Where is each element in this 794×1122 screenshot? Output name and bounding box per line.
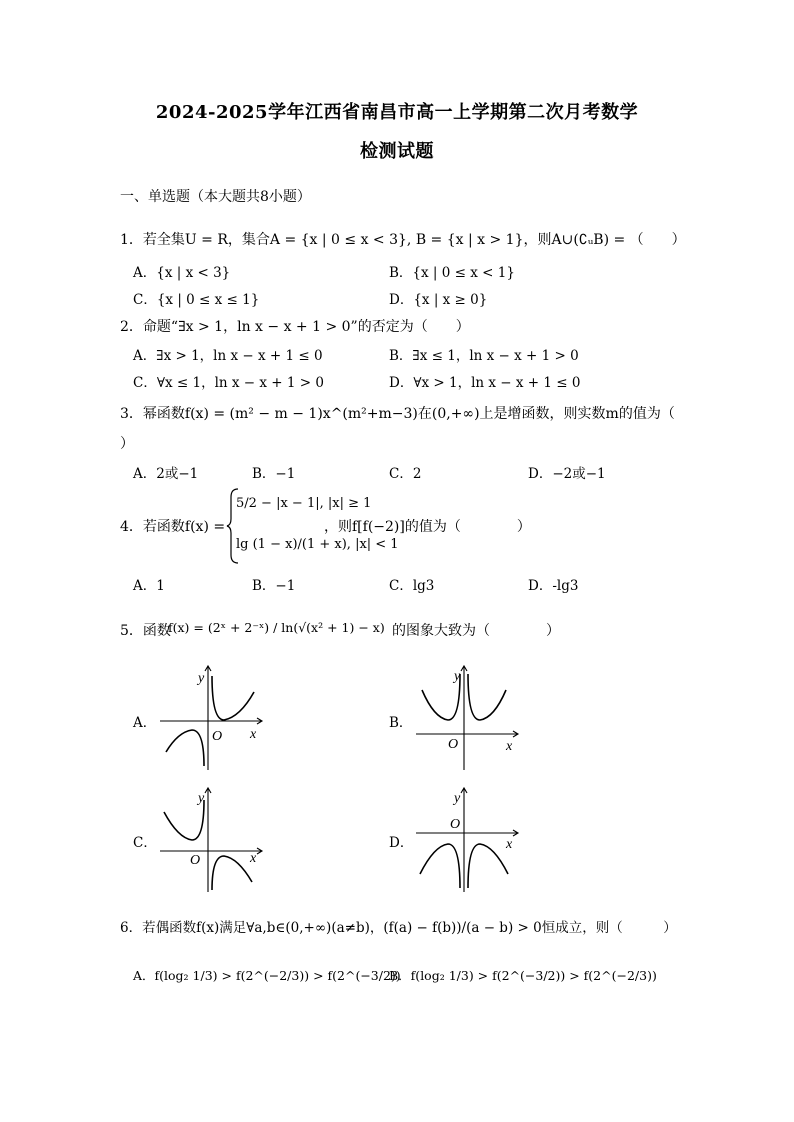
question-2-option-b: B．∃x ≤ 1，ln x − x + 1 > 0: [389, 348, 579, 364]
graph-c-origin: O: [190, 853, 201, 868]
question-2-option-a: A．∃x > 1，ln x − x + 1 ≤ 0: [133, 348, 323, 364]
question-4-option-d: D．-lg3: [528, 578, 579, 594]
question-4-option-c: C．lg3: [389, 578, 435, 594]
question-1-option-b: B．{x | 0 ≤ x < 1}: [389, 265, 515, 281]
graph-b-y-label: y: [454, 669, 461, 684]
graph-a-origin: O: [212, 729, 223, 744]
title-line-2: 检测试题: [360, 141, 434, 162]
question-2-option-c: C．∀x ≤ 1，ln x − x + 1 > 0: [133, 375, 324, 391]
question-1-option-c: C．{x | 0 ≤ x ≤ 1}: [133, 292, 260, 308]
question-4-case-2: lg (1 − x)/(1 + x), |x| < 1: [236, 537, 399, 552]
question-1-option-a: A．{x | x < 3}: [133, 265, 231, 281]
question-5-suffix: 的图象大致为（ ）: [392, 623, 560, 639]
question-4-option-b: B．−1: [252, 578, 296, 594]
graph-c-y-label: y: [198, 791, 205, 806]
question-6-option-a: A．f(log₂ 1/3) > f(2^(−2/3)) > f(2^(−3/2)): [133, 968, 401, 983]
graph-d: [414, 782, 524, 894]
question-5-option-c-label: C．: [133, 835, 157, 851]
graph-d-y-label: y: [454, 791, 461, 806]
graph-c: [158, 782, 268, 894]
graph-c-x-label: x: [250, 851, 257, 866]
question-5-formula: f(x) = (2ˣ + 2⁻ˣ) / ln(√(x² + 1) − x): [168, 620, 385, 635]
question-6-stem: 6．若偶函数f(x)满足∀a,b∈(0,+∞)(a≠b)，(f(a) − f(b))/(a − b) > 0恒成立，则（ ）: [120, 920, 677, 936]
question-3-option-b: B．−1: [252, 466, 296, 482]
question-5-prefix: 5．函数: [120, 623, 171, 639]
question-3-stem: 3．幂函数f(x) = (m² − m − 1)x^(m²+m−3)在(0,+∞)上是增函数，则实数m的值为（: [120, 406, 675, 422]
graph-b-origin: O: [448, 737, 459, 752]
question-1-option-d: D．{x | x ≥ 0}: [389, 292, 488, 308]
question-2-stem: 2．命题“∃x > 1，ln x − x + 1 > 0”的否定为（ ）: [120, 319, 470, 335]
question-1-stem: 1．若全集U = R，集合A = {x | 0 ≤ x < 3}, B = {x | x > 1}，则A∪(∁ᵤB) = （ ）: [120, 232, 686, 248]
question-3-option-a: A．2或−1: [133, 466, 199, 482]
graph-d-x-label: x: [506, 837, 513, 852]
question-4-case-1: 5/2 − |x − 1|, |x| ≥ 1: [236, 496, 372, 511]
graph-d-origin: O: [450, 817, 461, 832]
question-4-prefix: 4．若函数f(x) =: [120, 519, 226, 535]
graph-b: [414, 660, 524, 772]
graph-b-x-label: x: [506, 739, 513, 754]
question-3-stem-end: ）: [120, 436, 134, 452]
question-3-option-d: D．−2或−1: [528, 466, 606, 482]
question-6-option-b: B．f(log₂ 1/3) > f(2^(−3/2)) > f(2^(−2/3)): [389, 968, 657, 983]
graph-a-y-label: y: [198, 671, 205, 686]
title-line-1: 2024-2025学年江西省南昌市高一上学期第二次月考数学: [155, 102, 639, 123]
question-4-suffix: ，则f[f(−2)]的值为（ ）: [324, 519, 531, 535]
question-3-option-c: C．2: [389, 466, 422, 482]
graph-a-x-label: x: [250, 727, 257, 742]
question-2-option-d: D．∀x > 1，ln x − x + 1 ≤ 0: [389, 375, 581, 391]
graph-a: [158, 660, 268, 772]
question-5-option-a-label: A．: [133, 715, 157, 731]
question-4-option-a: A．1: [133, 578, 165, 594]
question-5-option-b-label: B．: [389, 715, 413, 731]
section-heading: 一、单选题（本大题共8小题）: [120, 189, 311, 205]
question-5-option-d-label: D．: [389, 835, 414, 851]
